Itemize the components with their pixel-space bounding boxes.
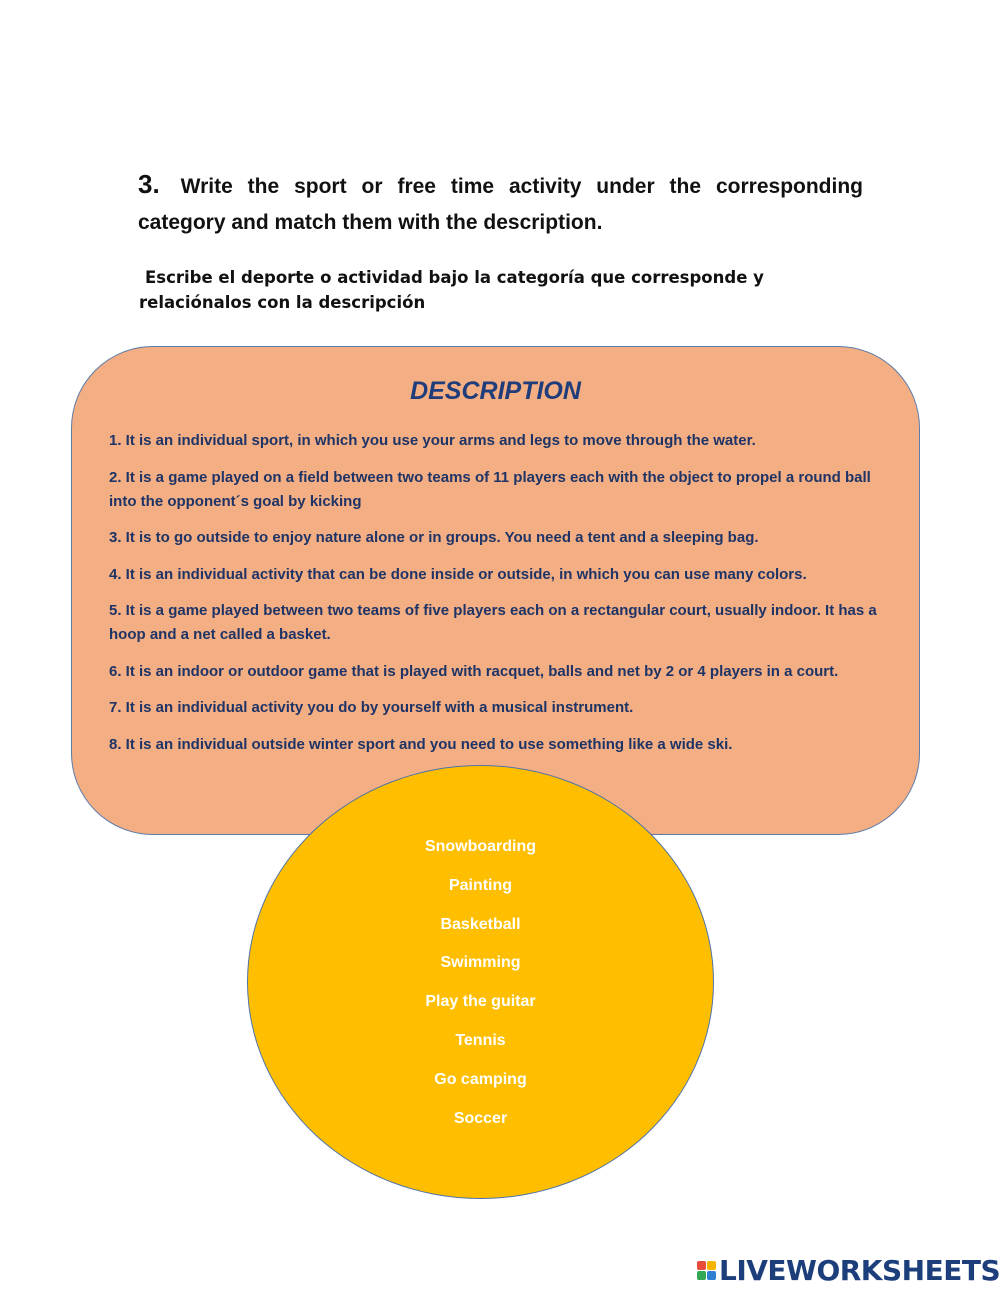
activity-list — [248, 835, 713, 1145]
brand-name: LIVEWORKSHEETS — [719, 1253, 1000, 1287]
logo-square-2 — [707, 1261, 716, 1270]
activity-word: Tennis — [455, 1031, 506, 1049]
logo-square-3 — [697, 1271, 706, 1280]
activity-word: Snowboarding — [424, 838, 537, 855]
description-item: 4. It is an individual activity that can be done inside or outside, in which you can use many colors. — [109, 565, 807, 583]
activity-word: Swimming — [440, 954, 521, 972]
activity-word: Basketball — [440, 915, 521, 933]
exercise-heading — [138, 166, 863, 241]
description-item: 2. It is a game played on a field between two teams of 11 players each with the object to propel a round ball into the opponent´s goal by kicking — [109, 468, 871, 510]
description-item: 8. It is an individual outside winter sport and you need to use something like a wide ski. — [109, 735, 733, 753]
logo-square-1 — [697, 1261, 706, 1270]
exercise-instruction-spanish — [139, 265, 779, 315]
exercise-number: 3. — [138, 169, 160, 199]
activity-word: Go camping — [434, 1070, 527, 1088]
exercise-instruction-english: Write the sport or free time activity under the corresponding category and match them with the description. — [138, 175, 863, 234]
description-item: 1. It is an individual sport, in which you use your arms and legs to move through the water. — [109, 432, 756, 449]
description-panel — [71, 346, 920, 835]
spanish-instruction-line-2: relaciónalos con la descripción — [139, 293, 426, 312]
spanish-instruction-line-1: Escribe el deporte o actividad bajo la categoría que corresponde y — [145, 268, 764, 287]
logo-square-4 — [707, 1271, 716, 1280]
description-item: 3. It is to go outside to enjoy nature alone or in groups. You need a tent and a sleeping bag. — [109, 529, 759, 546]
description-item: 5. It is a game played between two teams of five players each on a rectangular court, usually indoor. It has a hoop and a net called a basket. — [109, 602, 877, 643]
liveworksheets-brand — [697, 1255, 1000, 1285]
liveworksheets-logo-icon — [697, 1261, 716, 1280]
description-item: 6. It is an indoor or outdoor game that is played with racquet, balls and net by 2 or 4 players in a court. — [109, 662, 839, 680]
description-title: DESCRIPTION — [410, 377, 581, 405]
activity-word: Soccer — [453, 1109, 508, 1127]
activity-word: Play the guitar — [425, 993, 536, 1011]
activity-word-bank — [247, 765, 714, 1199]
activity-word: Painting — [448, 876, 513, 894]
description-item: 7. It is an individual activity you do by yourself with a musical instrument. — [109, 699, 634, 716]
description-list — [109, 429, 887, 769]
